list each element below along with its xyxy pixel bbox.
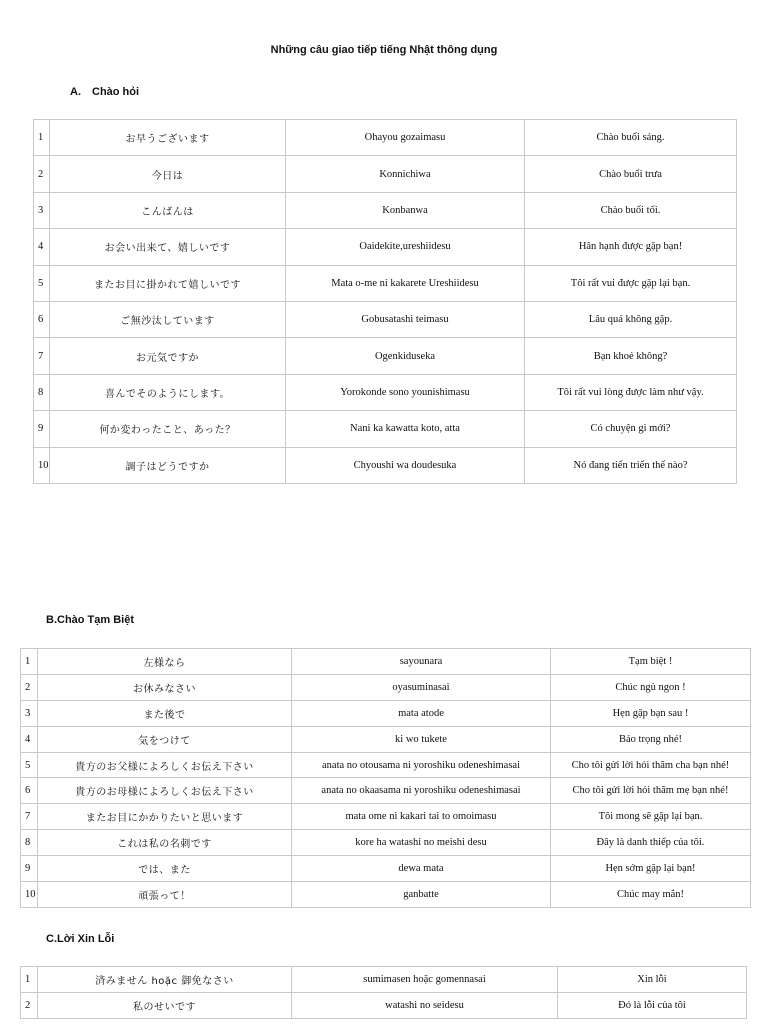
row-number: 1 [21, 967, 38, 993]
romaji-reading: kore ha watashi no meishi desu [292, 830, 551, 856]
vietnamese-meaning: Lâu quá không gặp. [525, 301, 737, 337]
romaji-reading: watashi no seidesu [292, 993, 558, 1019]
japanese-phrase: 私のせいです [38, 993, 292, 1019]
japanese-phrase: 何か変わったこと、あった？ [50, 411, 286, 447]
row-number: 1 [21, 649, 38, 675]
row-number: 6 [21, 778, 38, 804]
vietnamese-meaning: Chào buổi tối. [525, 192, 737, 228]
row-number: 9 [34, 411, 50, 447]
japanese-phrase: 貴方のお母様によろしくお伝え下さい [38, 778, 292, 804]
row-number: 4 [21, 726, 38, 752]
romaji-reading: Gobusatashi teimasu [286, 301, 525, 337]
section-a-heading [70, 86, 139, 98]
table-row [21, 882, 751, 908]
table-row [21, 993, 747, 1019]
japanese-phrase: 今日は [50, 156, 286, 192]
table-row [21, 804, 751, 830]
vietnamese-meaning: Hẹn gặp bạn sau ! [551, 700, 751, 726]
row-number: 7 [34, 338, 50, 374]
row-number: 4 [34, 229, 50, 265]
japanese-phrase: 済みません hoặc 御免なさい [38, 967, 292, 993]
table-row [21, 674, 751, 700]
vietnamese-meaning: Đây là danh thiếp của tôi. [551, 830, 751, 856]
romaji-reading: dewa mata [292, 856, 551, 882]
row-number: 3 [34, 192, 50, 228]
vietnamese-meaning: Cho tôi gửi lời hỏi thăm mẹ bạn nhé! [551, 778, 751, 804]
romaji-reading: Konbanwa [286, 192, 525, 228]
table-row [21, 856, 751, 882]
table-row [34, 374, 737, 410]
row-number: 6 [34, 301, 50, 337]
japanese-phrase: またお目に掛かれて嬉しいです [50, 265, 286, 301]
japanese-phrase: 貴方のお父様によろしくお伝え下さい [38, 752, 292, 778]
document-title: Những câu giao tiếp tiếng Nhật thông dụng [270, 44, 498, 56]
row-number: 10 [21, 882, 38, 908]
row-number: 5 [21, 752, 38, 778]
japanese-phrase: こんばんは [50, 192, 286, 228]
vietnamese-meaning: Chúc may mắn! [551, 882, 751, 908]
table-row [34, 229, 737, 265]
romaji-reading: sayounara [292, 649, 551, 675]
romaji-reading: ganbatte [292, 882, 551, 908]
romaji-reading: Ohayou gozaimasu [286, 120, 525, 156]
romaji-reading: mata ome ni kakari tai to omoimasu [292, 804, 551, 830]
romaji-reading: oyasuminasai [292, 674, 551, 700]
table-row [34, 411, 737, 447]
japanese-phrase: お早うございます [50, 120, 286, 156]
farewell-table [20, 648, 751, 908]
romaji-reading: Konnichiwa [286, 156, 525, 192]
greetings-table [33, 119, 737, 484]
romaji-reading: Ogenkiduseka [286, 338, 525, 374]
section-a-prefix: A. [70, 86, 81, 98]
apology-table [20, 966, 747, 1019]
japanese-phrase: お会い出来て、嬉しいです [50, 229, 286, 265]
vietnamese-meaning: Tạm biệt ! [551, 649, 751, 675]
table-row [21, 778, 751, 804]
table-row [21, 967, 747, 993]
vietnamese-meaning: Xin lỗi [558, 967, 747, 993]
japanese-phrase: お休みなさい [38, 674, 292, 700]
japanese-phrase: お元気ですか [50, 338, 286, 374]
japanese-phrase: 気をつけて [38, 726, 292, 752]
romaji-reading: mata atode [292, 700, 551, 726]
romaji-reading: Yorokonde sono younishimasu [286, 374, 525, 410]
romaji-reading: anata no otousama ni yoroshiku odeneshimasai [292, 752, 551, 778]
row-number: 2 [21, 674, 38, 700]
table-row [21, 830, 751, 856]
romaji-reading: Oaidekite,ureshiidesu [286, 229, 525, 265]
japanese-phrase: これは私の名刺です [38, 830, 292, 856]
vietnamese-meaning: Tôi rất vui lòng được làm như vậy. [525, 374, 737, 410]
table-row [21, 726, 751, 752]
table-row [34, 338, 737, 374]
table-row [34, 120, 737, 156]
row-number: 5 [34, 265, 50, 301]
vietnamese-meaning: Bảo trọng nhé! [551, 726, 751, 752]
vietnamese-meaning: Chào buổi trưa [525, 156, 737, 192]
japanese-phrase: また後で [38, 700, 292, 726]
romaji-reading: Nani ka kawatta koto, atta [286, 411, 525, 447]
japanese-phrase: ご無沙汰しています [50, 301, 286, 337]
vietnamese-meaning: Có chuyện gì mới? [525, 411, 737, 447]
row-number: 2 [21, 993, 38, 1019]
table-row [21, 649, 751, 675]
table-row [21, 752, 751, 778]
row-number: 8 [34, 374, 50, 410]
vietnamese-meaning: Bạn khoẻ không? [525, 338, 737, 374]
japanese-phrase: では、また [38, 856, 292, 882]
japanese-phrase: 左様なら [38, 649, 292, 675]
vietnamese-meaning: Đó là lỗi của tôi [558, 993, 747, 1019]
row-number: 9 [21, 856, 38, 882]
vietnamese-meaning: Chào buổi sáng. [525, 120, 737, 156]
table-row [34, 301, 737, 337]
section-b-heading: B.Chào Tạm Biệt [46, 614, 135, 626]
romaji-reading: ki wo tukete [292, 726, 551, 752]
japanese-phrase: またお目にかかりたいと思います [38, 804, 292, 830]
romaji-reading: Chyoushi wa doudesuka [286, 447, 525, 483]
japanese-phrase: 調子はどうですか [50, 447, 286, 483]
vietnamese-meaning: Hân hạnh được gặp bạn! [525, 229, 737, 265]
vietnamese-meaning: Tôi rất vui được gặp lại bạn. [525, 265, 737, 301]
row-number: 2 [34, 156, 50, 192]
vietnamese-meaning: Nó đang tiến triển thế nào? [525, 447, 737, 483]
japanese-phrase: 頑張って！ [38, 882, 292, 908]
vietnamese-meaning: Tôi mong sẽ gặp lại bạn. [551, 804, 751, 830]
vietnamese-meaning: Chúc ngủ ngon ! [551, 674, 751, 700]
row-number: 1 [34, 120, 50, 156]
section-c-heading: C.Lời Xin Lỗi [46, 933, 115, 945]
row-number: 7 [21, 804, 38, 830]
row-number: 10 [34, 447, 50, 483]
row-number: 8 [21, 830, 38, 856]
row-number: 3 [21, 700, 38, 726]
table-row [34, 447, 737, 483]
romaji-reading: Mata o-me ni kakarete Ureshiidesu [286, 265, 525, 301]
table-row [21, 700, 751, 726]
table-row [34, 192, 737, 228]
vietnamese-meaning: Hẹn sớm gặp lại bạn! [551, 856, 751, 882]
romaji-reading: anata no okaasama ni yoroshiku odeneshimasai [292, 778, 551, 804]
japanese-phrase: 喜んでそのようにします。 [50, 374, 286, 410]
vietnamese-meaning: Cho tôi gửi lời hỏi thăm cha bạn nhé! [551, 752, 751, 778]
section-a-title: Chào hỏi [92, 86, 140, 98]
romaji-reading: sumimasen hoặc gomennasai [292, 967, 558, 993]
table-row [34, 156, 737, 192]
table-row [34, 265, 737, 301]
